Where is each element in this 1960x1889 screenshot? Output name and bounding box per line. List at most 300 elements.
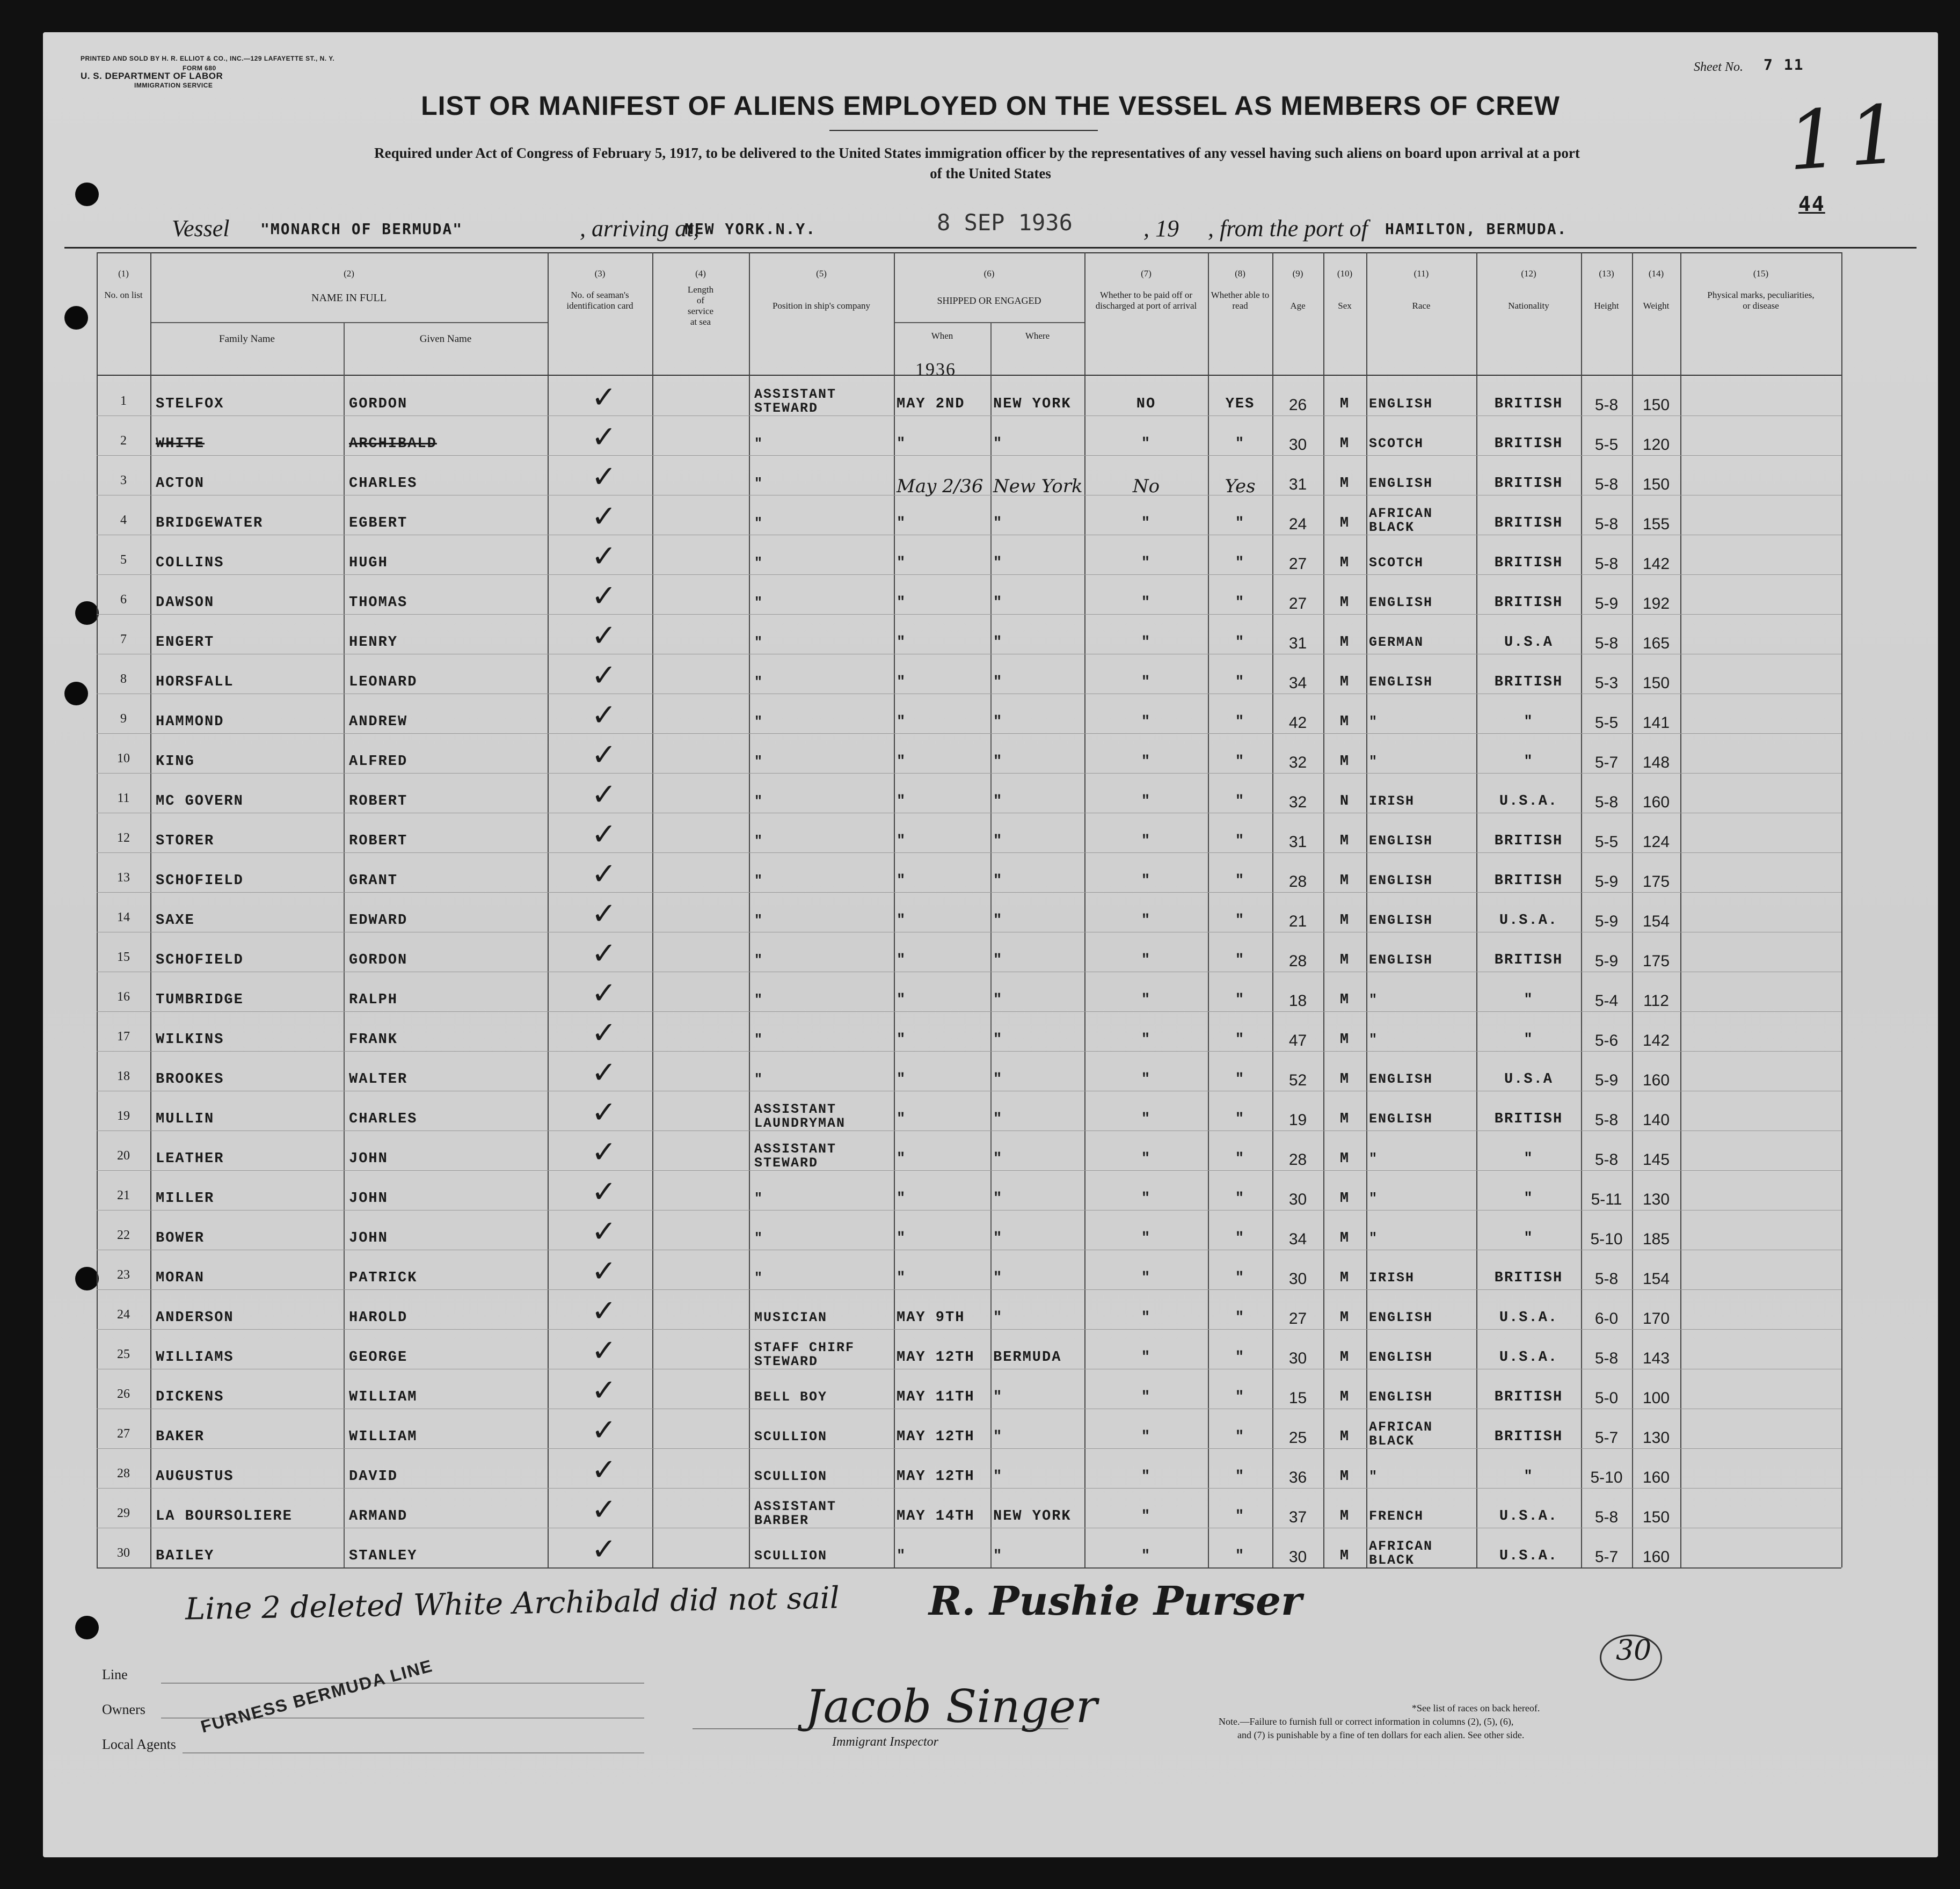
paid-off: " — [1141, 754, 1152, 770]
weight: 142 — [1642, 555, 1670, 573]
shipped-where: " — [993, 873, 1003, 889]
row-rule — [97, 733, 1841, 734]
title-rule — [829, 130, 1098, 131]
height: 5-8 — [1594, 555, 1619, 573]
paid-off: " — [1141, 873, 1152, 889]
row-rule — [97, 1289, 1841, 1290]
nationality: U.S.A. — [1499, 913, 1558, 929]
weight: 130 — [1642, 1429, 1670, 1447]
row-number: 4 — [120, 513, 127, 527]
col-rule — [1680, 252, 1681, 1567]
id-card-check: ✓ — [591, 1016, 617, 1051]
family-name: BROOKES — [156, 1071, 224, 1088]
age: 37 — [1288, 1508, 1307, 1526]
row-number: 20 — [117, 1149, 130, 1163]
family-name: HAMMOND — [156, 714, 224, 730]
paid-off: " — [1141, 952, 1152, 968]
shipped-when: " — [897, 436, 907, 452]
col6-when-header: When — [931, 331, 953, 341]
given-name: EGBERT — [349, 515, 408, 531]
given-name: PATRICK — [349, 1270, 418, 1286]
nationality: BRITISH — [1494, 674, 1563, 690]
weight: 160 — [1642, 1548, 1670, 1566]
given-name: EDWARD — [349, 913, 408, 929]
given-name: JOHN — [349, 1151, 388, 1167]
given-name: ANDREW — [349, 714, 408, 730]
age: 28 — [1288, 1151, 1307, 1169]
shipped-where: " — [993, 436, 1003, 452]
nationality: " — [1524, 1032, 1534, 1048]
shipped-when: " — [897, 674, 907, 690]
row-number: 3 — [120, 473, 127, 487]
height: 5-7 — [1594, 1429, 1619, 1447]
position: " — [754, 1191, 764, 1206]
able-to-read: " — [1235, 1548, 1245, 1564]
able-to-read: " — [1235, 1071, 1245, 1088]
col-rule — [1208, 252, 1209, 1567]
nationality: " — [1524, 992, 1534, 1008]
col6-divider — [894, 322, 1084, 323]
shipped-where: " — [993, 1230, 1003, 1246]
shipped-where: " — [993, 515, 1003, 531]
age: 31 — [1288, 476, 1307, 493]
age: 27 — [1288, 595, 1307, 612]
race: AFRICAN BLACK — [1369, 1538, 1433, 1568]
shipped-where: " — [993, 913, 1003, 929]
sex: M — [1339, 1389, 1350, 1405]
able-to-read: " — [1235, 793, 1245, 809]
sex: M — [1339, 1508, 1350, 1525]
weight: 150 — [1642, 476, 1670, 493]
age: 30 — [1288, 1191, 1307, 1208]
nationality: U.S.A. — [1499, 1548, 1558, 1564]
position: " — [754, 1071, 764, 1087]
col12-header: Nationality — [1508, 301, 1549, 311]
age: 15 — [1288, 1389, 1307, 1407]
race: " — [1369, 1151, 1379, 1166]
height: 5-9 — [1594, 913, 1619, 930]
shipped-where: " — [993, 714, 1003, 730]
id-card-check: ✓ — [591, 1373, 617, 1408]
position: " — [754, 436, 764, 451]
nationality: BRITISH — [1494, 952, 1563, 968]
sex: M — [1339, 1270, 1350, 1286]
row-rule — [97, 415, 1841, 416]
sex: M — [1339, 674, 1350, 690]
row-rule — [97, 1329, 1841, 1330]
id-card-check: ✓ — [591, 1214, 617, 1249]
col15-header: Physical marks, peculiarities, or disease — [1707, 290, 1815, 311]
able-to-read: " — [1235, 1389, 1245, 1405]
height: 5-3 — [1594, 674, 1619, 692]
nationality: " — [1524, 1151, 1534, 1167]
row-number: 7 — [120, 632, 127, 646]
shipped-when: " — [897, 1032, 907, 1048]
shipped-when: MAY 12TH — [897, 1469, 975, 1485]
age: 34 — [1288, 1230, 1307, 1248]
able-to-read: " — [1235, 634, 1245, 651]
weight: 175 — [1642, 952, 1670, 970]
position: " — [754, 873, 764, 888]
shipped-when: " — [897, 754, 907, 770]
height: 5-11 — [1591, 1191, 1622, 1208]
given-name: JOHN — [349, 1191, 388, 1207]
paid-off: " — [1141, 515, 1152, 531]
weight: 155 — [1642, 515, 1670, 533]
sheet-label: Sheet No. — [1694, 60, 1743, 74]
age: 42 — [1288, 714, 1307, 732]
family-name: ENGERT — [156, 634, 215, 651]
row-number: 30 — [117, 1546, 130, 1560]
family-name: WILLIAMS — [156, 1350, 234, 1366]
paid-off: " — [1141, 1032, 1152, 1048]
nationality: U.S.A. — [1499, 1350, 1558, 1366]
paid-off: " — [1141, 1469, 1152, 1485]
row-number: 29 — [117, 1506, 130, 1520]
race: SCOTCH — [1369, 555, 1424, 571]
id-card-check: ✓ — [591, 1413, 617, 1448]
year-label: , 19 — [1143, 215, 1179, 242]
able-to-read: " — [1235, 1191, 1245, 1207]
family-name: ACTON — [156, 476, 205, 492]
arriving-label: , arriving at, — [580, 215, 700, 242]
id-card-check: ✓ — [591, 579, 617, 614]
family-name: COLLINS — [156, 555, 224, 571]
age: 31 — [1288, 634, 1307, 652]
able-to-read: " — [1235, 595, 1245, 611]
sex: M — [1339, 515, 1350, 531]
weight: 185 — [1642, 1230, 1670, 1248]
id-card-check: ✓ — [591, 817, 617, 852]
age: 36 — [1288, 1469, 1307, 1486]
printer-line: PRINTED AND SOLD BY H. R. ELLIOT & CO., INC.—129 LAFAYETTE ST., N. Y. — [81, 55, 335, 62]
punch-hole — [75, 183, 99, 206]
shipped-when: " — [897, 952, 907, 968]
age: 30 — [1288, 436, 1307, 454]
able-to-read: " — [1235, 1508, 1245, 1525]
from-label: , from the port of — [1208, 215, 1368, 242]
family-name: ANDERSON — [156, 1310, 234, 1326]
col14-number: (14) — [1648, 268, 1664, 279]
position: ASSISTANT STEWARD — [754, 386, 837, 416]
vessel-rule — [64, 247, 1917, 249]
races-note: *See list of races on back hereof. — [1412, 1703, 1540, 1713]
family-name: SAXE — [156, 913, 195, 929]
row-number: 11 — [117, 791, 130, 805]
weight: 150 — [1642, 396, 1670, 414]
nationality: U.S.A — [1504, 634, 1553, 651]
row-number: 23 — [117, 1268, 130, 1282]
id-card-check: ✓ — [591, 1254, 617, 1289]
weight: 170 — [1642, 1310, 1670, 1328]
row-rule — [97, 574, 1841, 575]
able-to-read: " — [1235, 555, 1245, 571]
row-number: 18 — [117, 1069, 130, 1083]
nationality: U.S.A. — [1499, 1310, 1558, 1326]
row-number: 24 — [117, 1308, 130, 1322]
race: ENGLISH — [1369, 1310, 1433, 1325]
sex: M — [1339, 595, 1350, 611]
col13-header: Height — [1594, 301, 1619, 311]
able-to-read: " — [1235, 1230, 1245, 1246]
shipped-when: " — [897, 793, 907, 809]
shipped-when: " — [897, 1230, 907, 1246]
age: 26 — [1288, 396, 1307, 414]
able-to-read: " — [1235, 1270, 1245, 1286]
height: 5-10 — [1590, 1230, 1623, 1248]
id-card-check: ✓ — [591, 896, 617, 931]
col11-number: (11) — [1413, 268, 1429, 279]
subtitle-1: Required under Act of Congress of February 5, 1917, to be delivered to the United States immigration officer by the representatives of any vessel having such aliens on board upon arrival at a port — [374, 145, 1580, 161]
position: " — [754, 793, 764, 809]
row-number: 16 — [117, 990, 130, 1004]
paid-off: " — [1141, 436, 1152, 452]
weight: 150 — [1642, 1508, 1670, 1526]
age: 32 — [1288, 793, 1307, 811]
row-number: 19 — [117, 1109, 130, 1123]
year-note: 1936 — [915, 360, 956, 380]
row-number: 2 — [120, 434, 127, 448]
sex: M — [1339, 714, 1350, 730]
id-card-check: ✓ — [591, 1055, 617, 1090]
height: 5-8 — [1594, 1111, 1619, 1129]
position: BELL BOY — [754, 1389, 828, 1405]
race: " — [1369, 754, 1379, 769]
circled-total-value: 30 — [1616, 1635, 1652, 1667]
id-card-check: ✓ — [591, 1333, 617, 1368]
able-to-read: " — [1235, 1469, 1245, 1485]
height: 5-8 — [1594, 1350, 1619, 1367]
sex: M — [1339, 754, 1350, 770]
position: " — [754, 515, 764, 531]
race: AFRICAN BLACK — [1369, 1419, 1433, 1449]
id-card-check: ✓ — [591, 618, 617, 653]
sex: M — [1339, 1429, 1350, 1445]
age: 19 — [1288, 1111, 1307, 1129]
row-number: 21 — [117, 1188, 130, 1202]
nationality: U.S.A. — [1499, 793, 1558, 809]
able-to-read: YES — [1225, 396, 1255, 412]
paid-off: " — [1141, 1151, 1152, 1167]
sex: M — [1339, 873, 1350, 889]
col4-number: (4) — [695, 268, 706, 279]
race: ENGLISH — [1369, 674, 1433, 690]
weight: 175 — [1642, 873, 1670, 891]
nationality: BRITISH — [1494, 595, 1563, 611]
family-name: MULLIN — [156, 1111, 215, 1127]
col-rule — [894, 252, 895, 1567]
race: ENGLISH — [1369, 873, 1433, 888]
from-port: HAMILTON, BERMUDA. — [1385, 220, 1568, 238]
sex: N — [1339, 793, 1350, 809]
shipped-where: " — [993, 1151, 1003, 1167]
height: 5-4 — [1594, 992, 1619, 1010]
row-rule — [97, 455, 1841, 456]
race: ENGLISH — [1369, 1389, 1433, 1405]
position: " — [754, 1230, 764, 1246]
col12-number: (12) — [1521, 268, 1536, 279]
race: ENGLISH — [1369, 1071, 1433, 1087]
col5-header: Position in ship's company — [772, 301, 871, 311]
given-name: CHARLES — [349, 1111, 418, 1127]
col8-header: Whether able to read — [1211, 290, 1270, 311]
fine-note-1: Note.—Failure to furnish full or correct information in columns (2), (5), (6), — [1219, 1716, 1514, 1727]
shipped-where: " — [993, 1270, 1003, 1286]
shipped-where: " — [993, 1389, 1003, 1405]
row-number: 28 — [117, 1467, 130, 1480]
line-label: Line — [102, 1667, 128, 1682]
race: GERMAN — [1369, 634, 1424, 650]
height: 5-8 — [1594, 1270, 1619, 1288]
sex: M — [1339, 1151, 1350, 1167]
row-number: 27 — [117, 1427, 130, 1441]
id-card-check: ✓ — [591, 1453, 617, 1487]
col7-header: Whether to be paid off or discharged at port of arrival — [1095, 290, 1197, 311]
shipped-where: BERMUDA — [993, 1350, 1062, 1366]
col-rule — [652, 252, 653, 1567]
shipped-where: " — [993, 1191, 1003, 1207]
given-name: DAVID — [349, 1469, 398, 1485]
shipped-when: MAY 2ND — [897, 396, 965, 412]
shipped-when: " — [897, 634, 907, 651]
col8-number: (8) — [1235, 268, 1245, 279]
weight: 141 — [1642, 714, 1670, 732]
weight: 165 — [1642, 634, 1670, 652]
id-card-check: ✓ — [591, 1492, 617, 1527]
family-name: LA BOURSOLIERE — [156, 1508, 293, 1525]
age: 27 — [1288, 555, 1307, 573]
weight: 100 — [1642, 1389, 1670, 1407]
race: ENGLISH — [1369, 396, 1433, 412]
row-rule — [97, 1488, 1841, 1489]
given-name: JOHN — [349, 1230, 388, 1246]
nationality: BRITISH — [1494, 1270, 1563, 1286]
weight: 160 — [1642, 1071, 1670, 1089]
shipped-when: " — [897, 992, 907, 1008]
vessel-name: "MONARCH OF BERMUDA" — [260, 220, 463, 238]
race: ENGLISH — [1369, 913, 1433, 928]
position: SCULLION — [754, 1548, 828, 1564]
position: ASSISTANT STEWARD — [754, 1141, 837, 1171]
sex: M — [1339, 992, 1350, 1008]
nationality: U.S.A — [1504, 1071, 1553, 1088]
row-number: 12 — [117, 831, 130, 845]
shipped-when: May 2/36 — [897, 476, 983, 497]
given-name: GEORGE — [349, 1350, 408, 1366]
shipped-when: " — [897, 595, 907, 611]
service: IMMIGRATION SERVICE — [134, 82, 213, 89]
shipped-where: " — [993, 1310, 1003, 1326]
family-name: STELFOX — [156, 396, 224, 412]
height: 5-9 — [1594, 873, 1619, 891]
row-number: 1 — [120, 394, 127, 408]
family-name: HORSFALL — [156, 674, 234, 690]
age: 27 — [1288, 1310, 1307, 1328]
col14-header: Weight — [1643, 301, 1670, 311]
nationality: BRITISH — [1494, 476, 1563, 492]
height: 5-0 — [1594, 1389, 1619, 1407]
shipped-where: " — [993, 992, 1003, 1008]
height: 6-0 — [1594, 1310, 1619, 1328]
row-number: 8 — [120, 672, 127, 686]
able-to-read: " — [1235, 515, 1245, 531]
col10-number: (10) — [1337, 268, 1353, 279]
age: 28 — [1288, 873, 1307, 891]
id-card-check: ✓ — [591, 698, 617, 733]
sex: M — [1339, 1191, 1350, 1207]
family-name: DAWSON — [156, 595, 215, 611]
paid-off: NO — [1136, 396, 1156, 412]
inspector-signature: Jacob Singer — [805, 1680, 1097, 1733]
sex: M — [1339, 476, 1350, 492]
position: " — [754, 913, 764, 928]
sex: M — [1339, 913, 1350, 929]
row-rule — [97, 1051, 1841, 1052]
id-card-check: ✓ — [591, 1532, 617, 1567]
able-to-read: " — [1235, 1350, 1245, 1366]
shipped-when: " — [897, 1111, 907, 1127]
position: " — [754, 754, 764, 769]
id-card-check: ✓ — [591, 1175, 617, 1209]
furness-stamp: FURNESS BERMUDA LINE — [199, 1655, 435, 1737]
col5-number: (5) — [816, 268, 827, 279]
shipped-where: " — [993, 952, 1003, 968]
race: ENGLISH — [1369, 1111, 1433, 1127]
date-stamp: 8 SEP 1936 — [937, 209, 1073, 236]
row-number: 22 — [117, 1228, 130, 1242]
id-card-check: ✓ — [591, 658, 617, 693]
id-card-check: ✓ — [591, 420, 617, 455]
page-title: LIST OR MANIFEST OF ALIENS EMPLOYED ON THE VESSEL AS MEMBERS OF CREW — [421, 91, 1560, 121]
able-to-read: " — [1235, 714, 1245, 730]
col9-number: (9) — [1292, 268, 1303, 279]
weight: 120 — [1642, 436, 1670, 454]
agents-label: Local Agents — [102, 1737, 176, 1752]
shipped-where: " — [993, 674, 1003, 690]
paid-off: " — [1141, 595, 1152, 611]
paid-off: " — [1141, 714, 1152, 730]
race: " — [1369, 1032, 1379, 1047]
position: " — [754, 476, 764, 491]
age: 28 — [1288, 952, 1307, 970]
nationality: BRITISH — [1494, 515, 1563, 531]
age: 34 — [1288, 674, 1307, 692]
sex: M — [1339, 1548, 1350, 1564]
punch-hole — [64, 682, 88, 705]
col15-number: (15) — [1753, 268, 1769, 279]
height: 5-5 — [1594, 714, 1619, 732]
nationality: BRITISH — [1494, 1389, 1563, 1405]
row-rule — [97, 614, 1841, 615]
position: SCULLION — [754, 1429, 828, 1445]
shipped-where: " — [993, 1469, 1003, 1485]
row-number: 6 — [120, 593, 127, 607]
able-to-read: Yes — [1225, 476, 1256, 497]
family-name: BOWER — [156, 1230, 205, 1246]
position: " — [754, 1032, 764, 1047]
position: " — [754, 555, 764, 571]
able-to-read: " — [1235, 1429, 1245, 1445]
shipped-when: " — [897, 833, 907, 849]
col-rule — [548, 252, 549, 1567]
family-name: DICKENS — [156, 1389, 224, 1405]
given-name: WALTER — [349, 1071, 408, 1088]
handwritten-number: 11 — [1784, 87, 1913, 189]
paid-off: " — [1141, 634, 1152, 651]
col10-header: Sex — [1338, 301, 1352, 311]
nationality: " — [1524, 714, 1534, 730]
family-name: BRIDGEWATER — [156, 515, 264, 531]
